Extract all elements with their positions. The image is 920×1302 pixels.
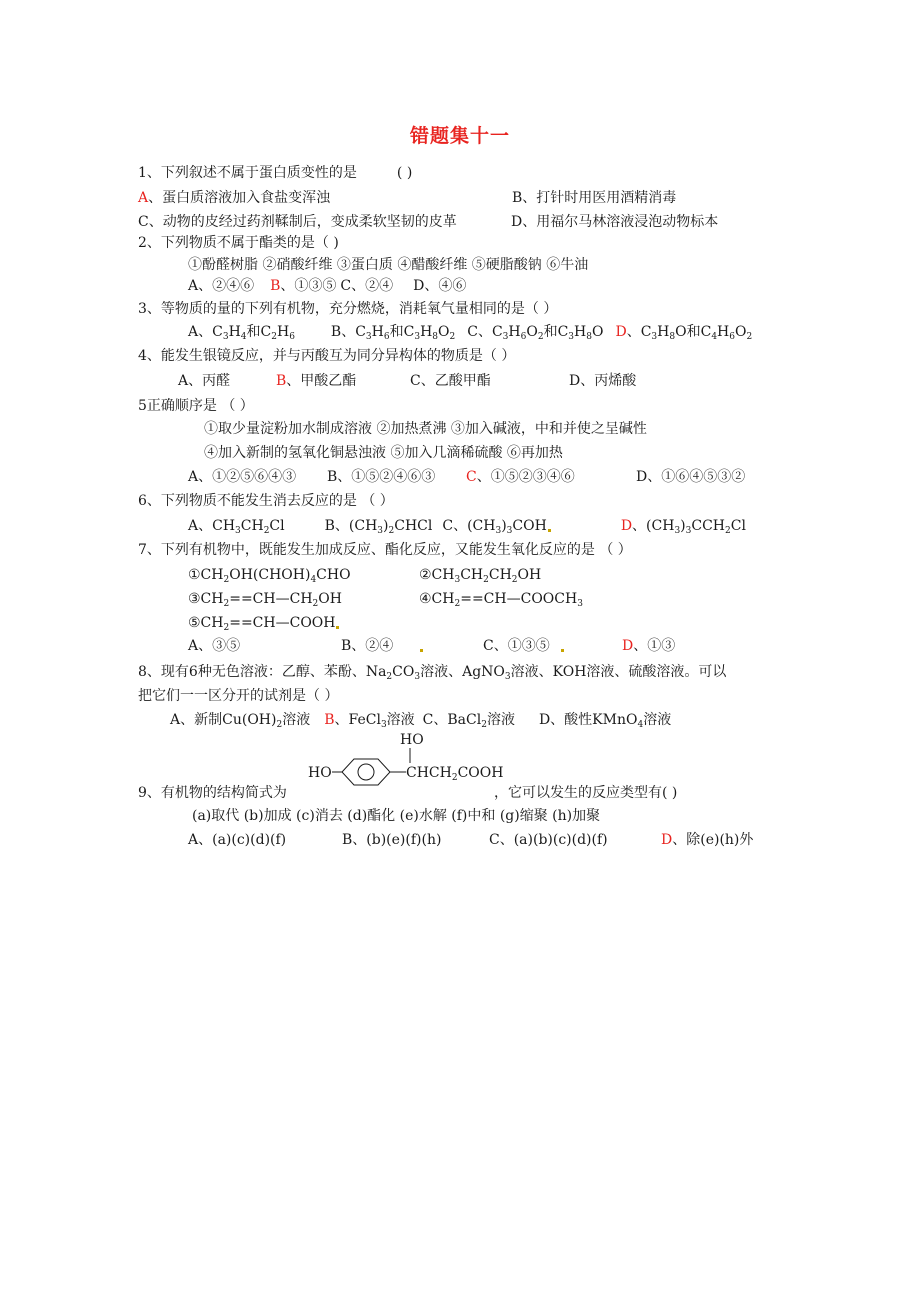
benzene-ring-circle bbox=[358, 764, 374, 780]
q4-option-d: D、丙烯酸 bbox=[569, 373, 637, 389]
q7-option-a: A、③⑤ bbox=[188, 638, 241, 654]
q1-option-d: D、用福尔马林溶液浸泡动物标本 bbox=[511, 214, 719, 230]
structure-ho-left: HO bbox=[308, 765, 332, 781]
q7-option-b: B、②④ bbox=[341, 637, 423, 655]
q1-option-a: A、蛋白质溶液加入食盐变浑浊 bbox=[138, 190, 331, 206]
q7-item-5: $⑤CH_2==CH—COOH$ bbox=[188, 614, 339, 632]
q8-options: A、新制$Cu(OH)_2$溶液 B、FeCl$_3$溶液 C、BaCl$_2$溶液 D、酸性KMnO$_4$溶液 bbox=[170, 712, 672, 730]
q2-stem: 2、下列物质不属于酯类的是（ ) bbox=[138, 235, 339, 251]
structure-chain: $CHCH_2COOH$ bbox=[406, 765, 504, 783]
q6-stem: 6、下列物质不能发生消去反应的是 （ ） bbox=[138, 493, 394, 509]
q4-option-a: A、丙醛 bbox=[178, 373, 231, 389]
q7-item-2: $②CH_3CH_2CH_2OH$ bbox=[419, 567, 542, 585]
q6-options: A、$CH_3CH_2Cl$ B、$(CH_3)_2CHCl$ C、$(CH_3)_3COH$ D、$(CH_3)_3CCH_2Cl$ bbox=[188, 518, 746, 536]
q5-option-a: A、①②⑤⑥④③ bbox=[188, 469, 297, 485]
q1-option-b: B、打针时用医用酒精消毒 bbox=[512, 190, 677, 206]
q5-step-line2: ④加入新制的氢氧化铜悬浊液 ⑤加入几滴稀硫酸 ⑥再加热 bbox=[204, 445, 563, 461]
q5-option-d: D、①⑥④⑤③② bbox=[636, 469, 746, 485]
q2-items: ①酚醛树脂 ②硝酸纤维 ③蛋白质 ④醋酸纤维 ⑤硬脂酸钠 ⑥牛油 bbox=[188, 257, 589, 273]
q5-stem: 5正确顺序是 （ ） bbox=[138, 398, 254, 414]
q2-options: A、②④⑥ B、①③⑤ C、②④ D、④⑥ bbox=[188, 278, 467, 294]
q8-stem-line2: 把它们一一区分开的试剂是（ ） bbox=[138, 688, 339, 704]
q5-option-b: B、①⑤②④⑥③ bbox=[327, 469, 436, 485]
q7-item-1: $①CH_2OH(CHOH)_4CHO$ bbox=[188, 567, 351, 585]
structure-ho-top: HO bbox=[400, 732, 424, 748]
q4-option-b: B、甲酸乙酯 bbox=[276, 373, 357, 389]
q7-item-3: $③CH_2==CH—CH_2OH$ bbox=[188, 591, 342, 609]
q9-stem: 9、有机物的结构简式为 bbox=[138, 785, 287, 801]
q9-reaction-types: (a)取代 (b)加成 (c)消去 (d)酯化 (e)水解 (f)中和 (g)缩聚 (h)加聚 bbox=[192, 808, 601, 824]
q7-stem: 7、下列有机物中，既能发生加成反应、酯化反应，又能发生氧化反应的是 （ ） bbox=[138, 542, 632, 558]
q4-stem: 4、能发生银镜反应，并与丙酸互为同分异构体的物质是（ ） bbox=[138, 348, 516, 364]
structure-formula bbox=[300, 728, 510, 788]
q9-option-b: B、(b)(e)(f)(h) bbox=[342, 832, 442, 848]
q3-stem: 3、等物质的量的下列有机物，充分燃烧，消耗氧气量相同的是（ ） bbox=[138, 301, 558, 317]
q3-options: A、$C_3H_4$和$C_2H_6$ B、$C_3H_6$和$C_3H_8O_2$ C、$C_3H_6O_2$和$C_3H_8O$ D、$C_3H_8O$和$C_4H_6O_2$ bbox=[188, 324, 753, 342]
q9-option-d: D、除(e)(h)外 bbox=[661, 832, 754, 848]
q9-option-c: C、(a)(b)(c)(d)(f) bbox=[489, 832, 608, 848]
q4-option-c: C、乙酸甲酯 bbox=[410, 373, 491, 389]
q7-option-c: C、①③⑤ bbox=[483, 637, 564, 655]
q9-option-a: A、(a)(c)(d)(f) bbox=[188, 832, 287, 848]
benzene-ring bbox=[342, 759, 390, 785]
q5-option-c: C、①⑤②③④⑥ bbox=[466, 469, 575, 485]
q7-item-4: $④CH_2==CH—COOCH_3$ bbox=[419, 591, 583, 609]
q5-step-line1: ①取少量淀粉加水制成溶液 ②加热煮沸 ③加入碱液，中和并使之呈碱性 bbox=[204, 421, 647, 437]
q7-option-d: D、①③ bbox=[622, 638, 676, 654]
q1-option-c: C、动物的皮经过药剂鞣制后，变成柔软坚韧的皮革 bbox=[138, 214, 457, 230]
q1-stem: 1、下列叙述不属于蛋白质变性的是 ( ) bbox=[138, 165, 413, 181]
q8-stem-line1: 8、现有6种无色溶液：乙醇、苯酚、$Na_2CO_3$溶液、AgNO$_3$溶液、KOH溶液、硫酸溶液。可以 bbox=[138, 664, 727, 682]
q9-stem-tail: ，它可以发生的反应类型有( ) bbox=[494, 785, 678, 801]
page-title: 错题集十一 bbox=[409, 125, 510, 147]
